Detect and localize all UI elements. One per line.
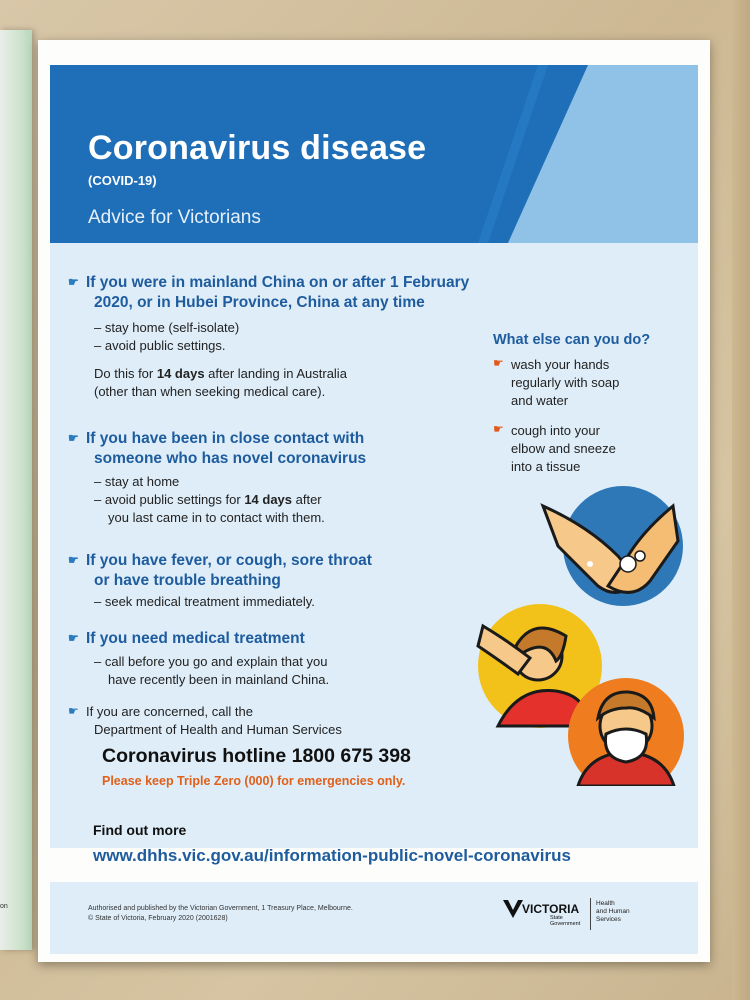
instruction-line: you last came in to contact with them. bbox=[108, 510, 325, 525]
hotline-number: Coronavirus hotline 1800 675 398 bbox=[102, 745, 411, 767]
tip-line: elbow and sneeze bbox=[511, 441, 616, 456]
poster-title: Coronavirus disease bbox=[88, 129, 427, 167]
concerned-line: Department of Health and Human Services bbox=[94, 722, 342, 737]
handwashing-illustration bbox=[543, 486, 683, 606]
section-concerned bbox=[68, 702, 411, 788]
section-heading-cont: or have trouble breathing bbox=[94, 572, 281, 589]
section-heading: If you have fever, or cough, sore throat bbox=[86, 552, 372, 569]
legal-line: Authorised and published by the Victorian Government, 1 Treasury Place, Melbourne. bbox=[88, 905, 353, 912]
instruction-line: – avoid public settings. bbox=[94, 338, 226, 353]
tip-line: and water bbox=[511, 393, 569, 408]
what-else-panel bbox=[493, 332, 683, 476]
instruction-line: – avoid public settings for 14 days after bbox=[94, 492, 322, 507]
poster-header bbox=[50, 65, 698, 243]
victoria-v-icon bbox=[502, 898, 524, 920]
pointing-hand-icon: ☛ bbox=[68, 704, 79, 718]
instruction-line: – stay home (self-isolate) bbox=[94, 320, 240, 335]
legal-line: © State of Victoria, February 2020 (2001628) bbox=[88, 915, 228, 922]
find-out-more bbox=[93, 822, 571, 866]
wall-edge bbox=[732, 0, 750, 1000]
triple-zero-notice: Please keep Triple Zero (000) for emergencies only. bbox=[102, 774, 406, 788]
what-else-heading: What else can you do? bbox=[493, 332, 651, 348]
section-treatment bbox=[68, 628, 329, 689]
section-heading: If you were in mainland China on or after 1 February bbox=[86, 274, 470, 291]
poster-footer bbox=[50, 882, 698, 954]
tip-line: regularly with soap bbox=[511, 375, 620, 390]
section-china bbox=[68, 272, 469, 401]
victoria-government-logo bbox=[502, 894, 672, 938]
instruction-line: (other than when seeking medical care). bbox=[94, 384, 326, 399]
tip-line: cough into your bbox=[511, 423, 600, 438]
instruction-line: Do this for 14 days after landing in Australia bbox=[94, 366, 347, 381]
instruction-line: – stay at home bbox=[94, 474, 180, 489]
pointing-hand-icon: ☛ bbox=[68, 431, 79, 445]
poster bbox=[38, 40, 710, 962]
tip-cough-elbow bbox=[493, 422, 683, 476]
instruction-line: have recently been in mainland China. bbox=[108, 672, 330, 687]
section-heading: If you need medical treatment bbox=[86, 630, 305, 647]
tip-line: wash your hands bbox=[511, 357, 610, 372]
legal-text bbox=[88, 904, 353, 924]
pointing-hand-icon: ☛ bbox=[68, 553, 79, 567]
pointing-hand-icon: ☛ bbox=[493, 422, 504, 436]
tip-line: into a tissue bbox=[511, 459, 581, 474]
pointing-hand-icon: ☛ bbox=[68, 631, 79, 645]
state-government-label: State Government bbox=[550, 915, 581, 927]
section-heading: If you have been in close contact with bbox=[86, 430, 365, 447]
victoria-wordmark: VICTORIA bbox=[522, 902, 580, 916]
section-fever bbox=[68, 550, 372, 611]
instruction-line: – call before you go and explain that you bbox=[94, 654, 328, 669]
tip-wash-hands bbox=[493, 356, 683, 410]
poster-subtitle: (COVID-19) bbox=[88, 173, 157, 188]
section-heading-cont: someone who has novel coronavirus bbox=[94, 450, 367, 467]
find-out-more-label: Find out more bbox=[93, 822, 187, 838]
instruction-line: – seek medical treatment immediately. bbox=[94, 594, 315, 609]
section-heading-cont: 2020, or in Hubei Province, China at any time bbox=[94, 294, 425, 311]
poster-advice-line: Advice for Victorians bbox=[88, 207, 261, 228]
logo-divider bbox=[590, 898, 591, 930]
department-label: Health and Human Services bbox=[596, 900, 630, 923]
dhhs-url: www.dhhs.vic.gov.au/information-public-novel-coronavirus bbox=[93, 846, 571, 865]
pointing-hand-icon: ☛ bbox=[493, 356, 504, 370]
section-contact bbox=[68, 428, 366, 527]
adjacent-poster-text: on bbox=[0, 903, 8, 910]
concerned-line: If you are concerned, call the bbox=[86, 704, 253, 719]
pointing-hand-icon: ☛ bbox=[68, 275, 79, 289]
hygiene-illustrations bbox=[438, 486, 698, 786]
adjacent-poster-edge bbox=[0, 30, 32, 950]
